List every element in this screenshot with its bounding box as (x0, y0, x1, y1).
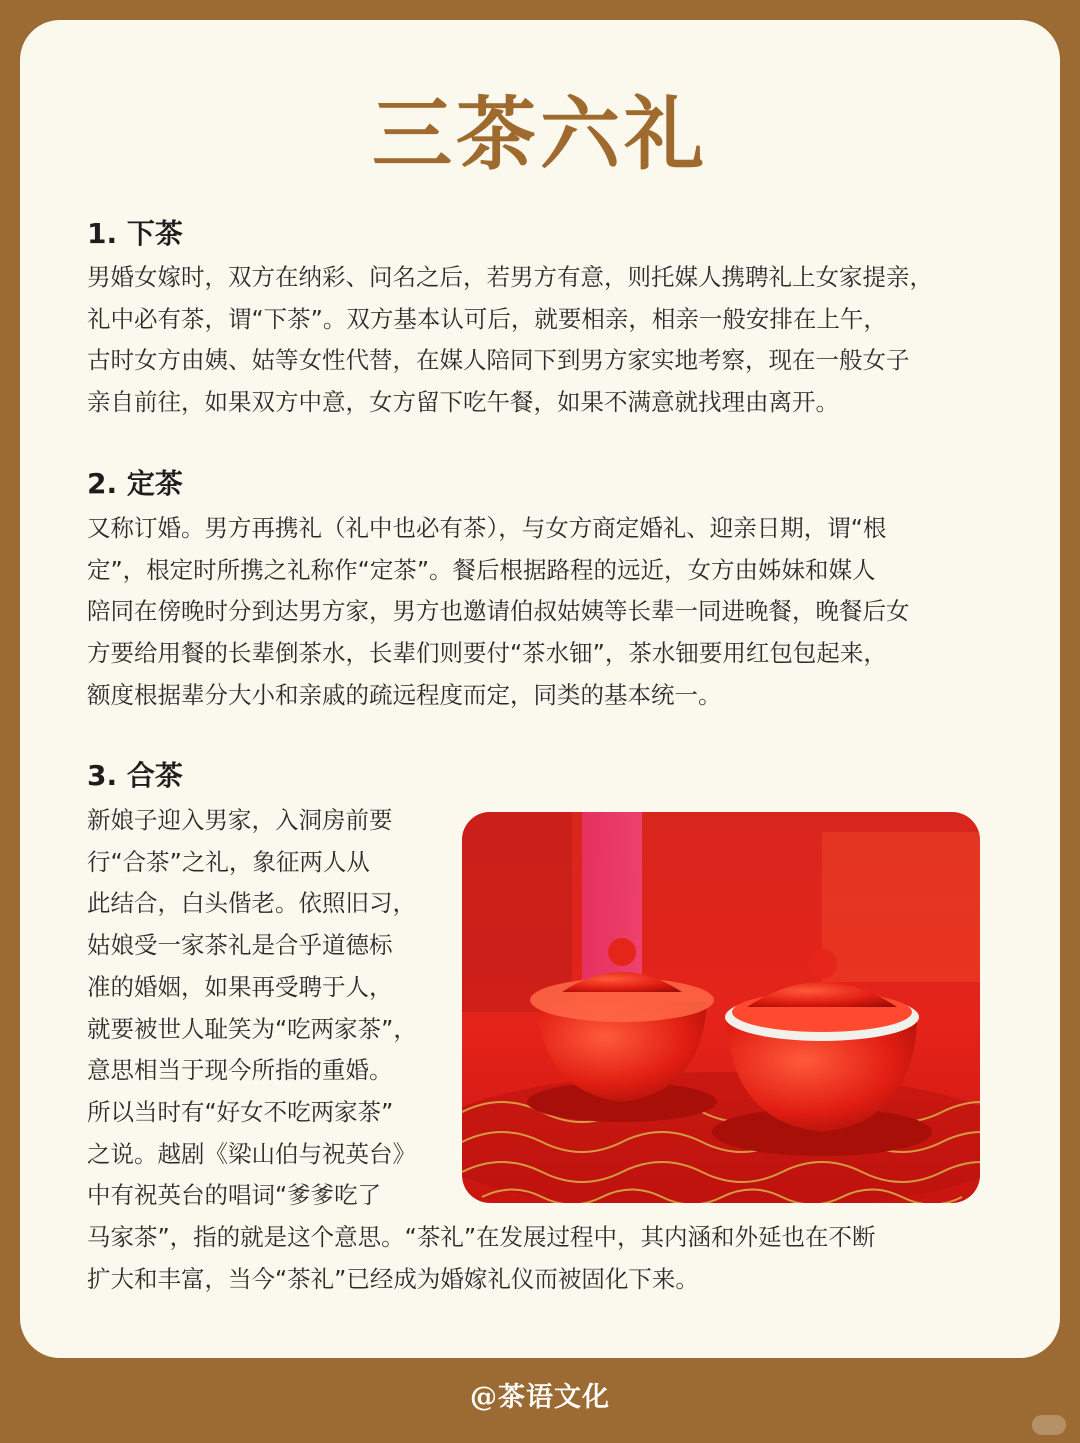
text-line: 礼中必有茶，谓“下茶”。双方基本认可后，就要相亲，相亲一般安排在上午， (87, 304, 887, 333)
text-line: 中有祝英台的唱词“爹爹吃了 (87, 1181, 382, 1210)
section-heading-hecha: 3. 合茶 (87, 759, 183, 792)
text-line: 之说。越剧《梁山伯与祝英台》 (87, 1139, 416, 1168)
text-line: 行“合茶”之礼，象征两人从 (87, 847, 370, 876)
text-line: 陪同在傍晚时分到达男方家，男方也邀请伯叔姑姨等长辈一同进晚餐，晚餐后女 (87, 597, 910, 626)
text-line: 就要被世人耻笑为“吃两家茶”， (87, 1014, 417, 1043)
section-heading-dingcha: 2. 定茶 (87, 467, 183, 500)
section-heading-xiacha: 1. 下茶 (87, 217, 183, 250)
text-line: 意思相当于现今所指的重婚。 (87, 1056, 393, 1085)
section-body-xiacha (87, 257, 1007, 424)
red-teacups-photo (462, 812, 980, 1203)
text-line: 姑娘受一家茶礼是合乎道德标 (87, 931, 393, 960)
text-line: 此结合，白头偕老。依照旧习， (87, 889, 416, 918)
text-line: 男婚女嫁时，双方在纳彩、问名之后，若男方有意，则托媒人携聘礼上女家提亲， (87, 263, 933, 291)
text-line: 扩大和丰富，当今“茶礼”已经成为婚嫁礼仪而被固化下来。 (87, 1264, 699, 1293)
text-line: 定”，根定时所携之礼称作“定茶”。餐后根据路程的远近，女方由姊妹和媒人 (87, 555, 876, 584)
text-line: 又称订婚。男方再携礼（礼中也必有茶），与女方商定婚礼、迎亲日期，谓“根 (87, 514, 887, 542)
text-line: 马家茶”，指的就是这个意思。“茶礼”在发展过程中，其内涵和外延也在不断 (87, 1223, 876, 1252)
page-title: 三茶六礼 (372, 87, 708, 181)
text-line: 准的婚姻，如果再受聘于人， (87, 972, 393, 1001)
text-line: 古时女方由姨、姑等女性代替，在媒人陪同下到男方家实地考察，现在一般女子 (87, 346, 910, 375)
text-line: 亲自前往，如果双方中意，女方留下吃午餐，如果不满意就找理由离开。 (87, 388, 839, 417)
text-line: 方要给用餐的长辈倒茶水，长辈们则要付“茶水钿”，茶水钿要用红包包起来， (87, 639, 887, 668)
section-body-dingcha (87, 508, 1007, 717)
footer-watermark: @茶语文化 (470, 1382, 610, 1413)
text-line: 所以当时有“好女不吃两家茶” (87, 1097, 394, 1126)
corner-badge (1032, 1415, 1066, 1435)
text-line: 额度根据辈分大小和亲戚的疏远程度而定，同类的基本统一。 (87, 680, 722, 709)
content-card (20, 20, 1060, 1358)
text-line: 新娘子迎入男家，入洞房前要 (87, 806, 393, 834)
